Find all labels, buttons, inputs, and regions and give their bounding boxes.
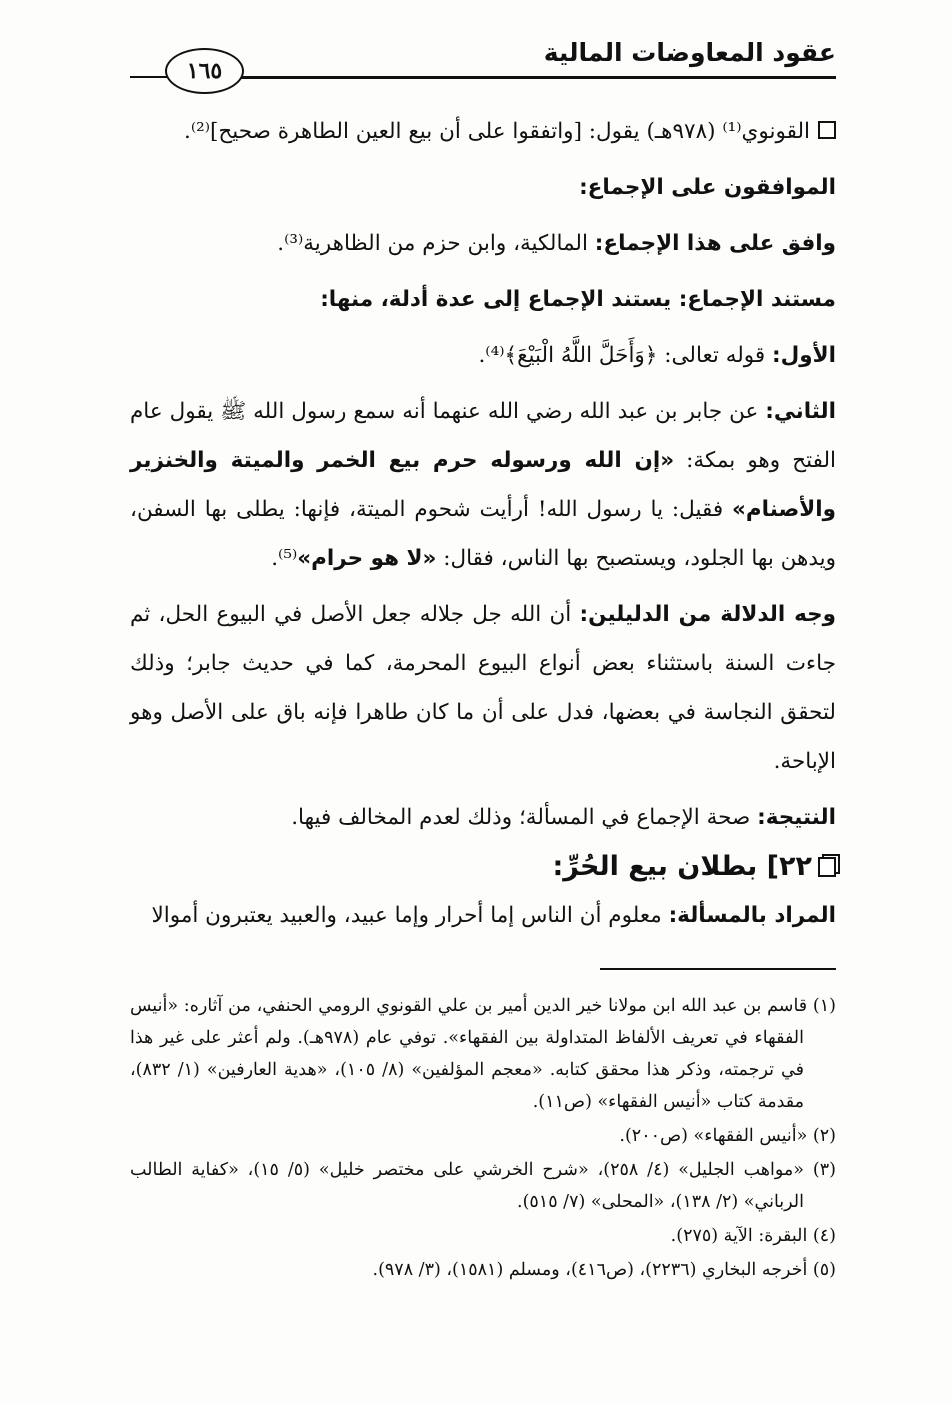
result-text: صحة الإجماع في المسألة؛ وذلك لعدم المخالف فيها. [291,805,758,830]
footnote: (٢) «أنيس الفقهاء» (ص٢٠٠). [619,1126,836,1146]
section-heading [130,842,836,891]
evidence-label: وجه الدلالة من الدليلين: [579,602,836,627]
second-text-a: عن جابر بن عبد الله رضي الله عنهما أنه سمع رسول الله ﷺ يقول عام الفتح وهو بمكة: [130,399,836,473]
checkbox-square-icon [818,121,836,139]
basis-label: مستند الإجماع: [678,287,836,312]
evidence-text: أن الله جل جلاله جعل الأصل في البيوع الحل، ثم جاءت السنة باستثناء بعض أنواع البيوع المحرمة، كما في حديث جابر؛ وذلك لتحقق النجاسة في بعضها، فدل على أن ما كان طاهرا فإنه باق على الأصل وهو الإباحة. [130,602,836,774]
footnote: (٤) البقرة: الآية (٢٧٥). [670,1226,836,1246]
paragraph-second [130,387,836,583]
hadith-text: «إن الله ورسوله حرم بيع الخمر والميتة والخنزير والأصنام» [130,448,836,522]
document-icon [818,857,836,877]
paragraph-basis [130,275,836,324]
agree-label: وافق على هذا الإجماع: [594,231,836,256]
second-label: الثاني: [765,399,836,424]
footnote: (٣) «مواهب الجليل» (٤/ ٢٥٨)، «شرح الخرشي على مختصر خليل» (٥/ ١٥)، «كفاية الطالب الرباني» (٢/ ١٣٨)، «المحلى» (٧/ ٥١٥). [130,1160,836,1212]
paragraph-evidence [130,590,836,786]
section-title: ٢٢] بطلان بيع الحُرِّ: [552,851,812,882]
main-text [130,107,836,940]
basis-text: يستند الإجماع إلى عدة أدلة، منها: [320,287,679,312]
paragraph-result [130,793,836,842]
second-text-c: ⁽⁵⁾. [271,546,298,571]
header-rule-short [130,76,170,78]
page-number: ١٦٥ [165,48,244,94]
footnotes [130,990,836,1288]
paragraph-first [130,331,836,380]
header-rule [235,76,836,79]
footnote: (٥) أخرجه البخاري (٢٢٣٦)، (ص٤١٦)، ومسلم (١٥٨١)، (٣/ ٩٧٨). [372,1260,836,1280]
paragraph-qunawi [130,107,836,156]
intended-label: المراد بالمسألة: [668,903,836,928]
first-text: قوله تعالى: ﴿وَأَحَلَّ اللَّهُ الْبَيْعَ﴾⁽⁴⁾. [478,343,772,368]
agree-text: المالكية، وابن حزم من الظاهرية⁽³⁾. [277,231,595,256]
page-header [130,38,836,88]
paragraph-intended [130,891,836,940]
result-label: النتيجة: [757,805,836,830]
first-label: الأول: [772,343,836,368]
qunawi-quote: القونوي⁽¹⁾ (٩٧٨هـ) يقول: [واتفقوا على أن بيع العين الطاهرة صحيح]⁽²⁾. [184,119,810,144]
book-title: عقود المعاوضات المالية [543,38,836,67]
hadith-end: «لا هو حرام» [297,546,437,571]
second-text-b: فقيل: يا رسول الله! أرأيت شحوم الميتة، فإنها: يطلى بها السفن، ويدهن بها الجلود، ويستصبح بها الناس، فقال: [130,497,836,571]
agree-heading: الموافقون على الإجماع: [579,175,836,200]
paragraph-agree [130,219,836,268]
footnote-separator [600,968,836,970]
intended-text: معلوم أن الناس إما أحرار وإما عبيد، والعبيد يعتبرون أموالا [151,903,669,928]
footnote: (١) قاسم بن عبد الله ابن مولانا خير الدين أمير بن علي القونوي الرومي الحنفي، من آثاره: «أنيس الفقهاء في تعريف الألفاظ المتداولة بين الفقهاء». توفي عام (٩٧٨هـ). ولم أعثر على غير هذا في ترجمته، وذكر هذا محقق كتابه. «معجم المؤلفين» (٨/ ١٠٥)، «هدية العارفين» (١/ ٨٣٢)، مقدمة كتاب «أنيس الفقهاء» (ص١١). [130,996,836,1112]
